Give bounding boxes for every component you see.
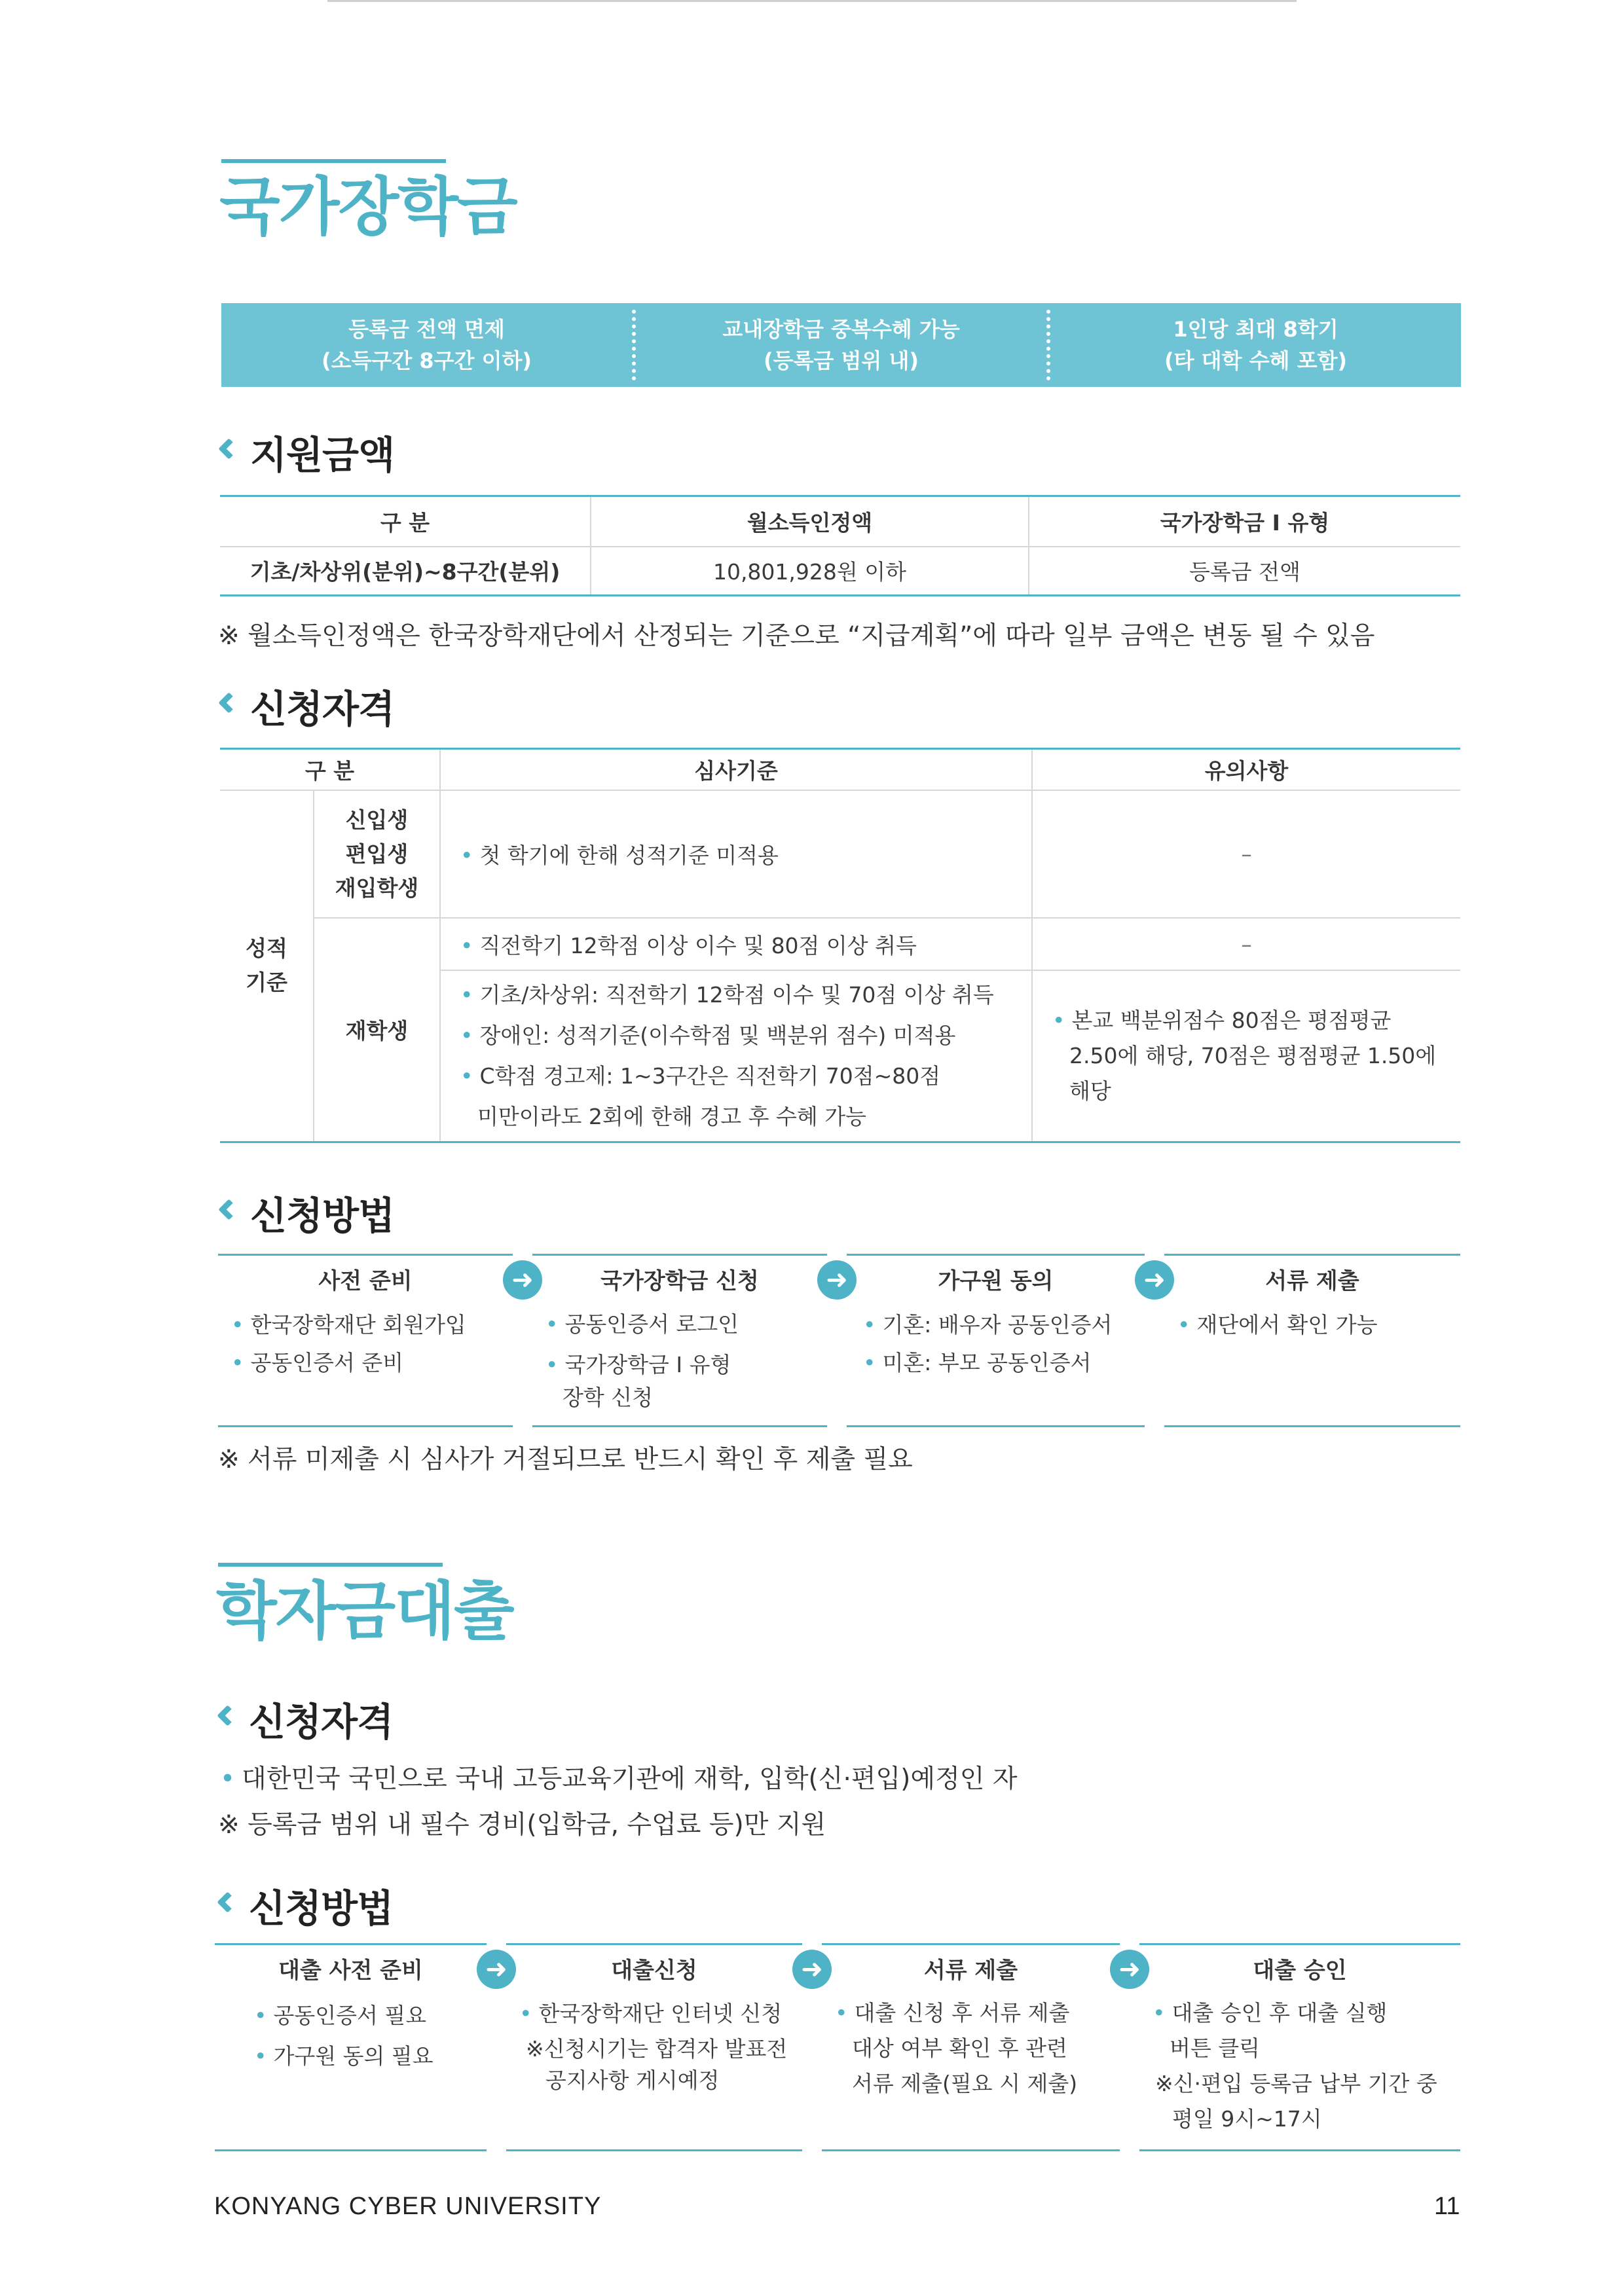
table-cell: 기초/차상위(분위)~8구간(분위)	[220, 547, 591, 595]
sub-group-cell: 재학생	[314, 918, 440, 1142]
support-note: ※ 월소득인정액은 한국장학재단에서 산정되는 기준으로 “지급계획”에 따라 일부 금액은 변동 될 수 있음	[218, 621, 1375, 651]
loan-eligibility-text: 대한민국 국민으로 국내 고등교육기관에 재학, 입학(신·편입)예정인 자	[242, 1764, 1018, 1794]
eligibility-table	[220, 750, 1460, 1143]
arrow-right-icon: ➜	[817, 1260, 857, 1300]
step-item: 재단에서 확인 가능	[1196, 1312, 1378, 1338]
step-items	[254, 1995, 434, 2077]
bullet-icon: •	[1153, 2000, 1166, 2026]
step-top-rule	[822, 1943, 1120, 1945]
step-item: 서류 제출(필요 시 제출)	[852, 2071, 1078, 2096]
step-item: 기혼: 배우자 공동인증서	[882, 1312, 1113, 1338]
note-cell: –	[1032, 790, 1460, 918]
bullet-icon: •	[1052, 1007, 1065, 1033]
criteria-text: 직전학기 12학점 이상 이수 및 80점 이상 취득	[479, 932, 917, 958]
criteria-text: 미만이라도 2회에 한해 경고 후 수혜 가능	[477, 1103, 866, 1129]
loan-process-step	[822, 1943, 1120, 2151]
criteria-text: 첫 학기에 한해 성적기준 미적용	[479, 843, 779, 868]
table-cell: 등록금 전액	[1029, 547, 1460, 595]
step-item: 국가장학금 I 유형	[564, 1352, 731, 1377]
step-title: 서류 제출	[1265, 1268, 1359, 1294]
step-bottom-rule	[1164, 1425, 1460, 1427]
step-bottom-rule	[532, 1425, 827, 1427]
loan-process-step	[215, 1943, 487, 2151]
bullet-icon: •	[254, 2043, 267, 2069]
step-item: 미혼: 부모 공동인증서	[882, 1350, 1092, 1376]
bullet-icon: •	[519, 2001, 532, 2026]
step-bottom-rule	[847, 1425, 1145, 1427]
sub-group-label: 신입생	[345, 807, 409, 833]
subheading-support	[217, 424, 394, 479]
step-items	[835, 1995, 1077, 2102]
criteria-text: C학점 경고제: 1~3구간은 직전학기 70점~80점	[479, 1063, 941, 1089]
table-header: 월소득인정액	[591, 497, 1029, 547]
subheading-text: 신청자격	[250, 687, 395, 731]
table-header: 구 분	[220, 497, 591, 547]
process-step	[1164, 1254, 1460, 1427]
sub-group-cell	[314, 790, 440, 918]
method-note: ※ 서류 미제출 시 심사가 거절되므로 반드시 확인 후 제출 필요	[218, 1445, 913, 1474]
step-title: 대출신청	[611, 1958, 697, 1984]
arrow-right-icon: ➜	[1110, 1950, 1149, 1989]
banner-text: (소득구간 8구간 이하)	[321, 348, 532, 373]
banner-text: (등록금 범위 내)	[763, 348, 919, 373]
banner-text: 교내장학금 중복수혜 가능	[722, 317, 960, 342]
note-text: 2.50에 해당, 70점은 평점평균 1.50에	[1069, 1042, 1437, 1068]
loan-process-step	[506, 1943, 802, 2151]
step-top-rule	[506, 1943, 802, 1945]
criteria-text: 기초/차상위: 직전학기 12학점 이수 및 70점 이상 취득	[479, 981, 994, 1008]
loan-eligibility-note: ※ 등록금 범위 내 필수 경비(입학금, 수업료 등)만 지원	[218, 1810, 826, 1840]
bullet-icon: •	[545, 1311, 559, 1337]
subheading-loan-method	[216, 1878, 393, 1933]
note-cell: –	[1032, 918, 1460, 970]
step-item: 평일 9시~17시	[1172, 2106, 1322, 2132]
step-item: 공동인증서 로그인	[564, 1311, 739, 1337]
step-bottom-rule	[506, 2149, 802, 2151]
banner-text: 1인당 최대 8학기	[1173, 317, 1338, 342]
subheading-text: 신청자격	[249, 1700, 394, 1744]
bullet-icon: •	[460, 843, 473, 868]
section-title: 국가장학금	[219, 170, 517, 244]
section-rule	[218, 1563, 443, 1567]
page-top-edge	[327, 0, 1297, 2]
chevron-mark-icon	[216, 1703, 236, 1734]
group-label: 기준	[246, 970, 287, 996]
step-items	[519, 1995, 787, 2095]
step-items	[1153, 1995, 1437, 2137]
table-header: 유의사항	[1032, 750, 1460, 790]
step-item: ※신청시기는 합격자 발표전	[526, 2036, 788, 2062]
bullet-icon: •	[863, 1350, 876, 1376]
arrow-right-icon: ➜	[1135, 1260, 1174, 1300]
step-top-rule	[847, 1254, 1145, 1256]
table-cell: 10,801,928원 이하	[591, 547, 1029, 595]
step-items	[231, 1306, 466, 1382]
banner-cell	[221, 303, 632, 387]
step-title: 대출 승인	[1253, 1958, 1347, 1984]
subheading-eligibility	[217, 678, 394, 733]
step-title: 서류 제출	[923, 1958, 1018, 1984]
step-bottom-rule	[215, 2149, 487, 2151]
step-item: 대출 신청 후 서류 제출	[854, 2000, 1070, 2026]
chevron-mark-icon	[217, 1197, 237, 1228]
banner-cell	[1050, 303, 1461, 387]
section-rule	[221, 159, 446, 163]
step-item: 대상 여부 확인 후 관련	[852, 2035, 1067, 2061]
bullet-icon: •	[863, 1312, 876, 1338]
chevron-mark-icon	[217, 690, 237, 721]
support-table	[220, 497, 1460, 596]
criteria-cell	[440, 970, 1032, 1142]
banner-text: (타 대학 수혜 포함)	[1164, 348, 1348, 373]
step-items	[1177, 1306, 1377, 1344]
bullet-icon: •	[835, 2000, 848, 2026]
banner-cell	[636, 303, 1046, 387]
bullet-icon: •	[254, 2003, 267, 2028]
step-top-rule	[1139, 1943, 1460, 1945]
step-item: 한국장학재단 회원가입	[250, 1312, 466, 1338]
step-item: 가구원 동의 필요	[273, 2043, 434, 2069]
step-item: 대출 승인 후 대출 실행	[1172, 2000, 1388, 2026]
sub-group-label: 편입생	[345, 841, 409, 867]
step-item: 한국장학재단 인터넷 신청	[538, 2001, 783, 2026]
process-step	[218, 1254, 513, 1427]
group-cell	[220, 790, 314, 1142]
step-item: 공동인증서 필요	[273, 2003, 427, 2028]
bullet-icon: •	[460, 1063, 473, 1089]
bullet-icon: •	[220, 1764, 236, 1794]
bullet-icon: •	[460, 932, 473, 958]
step-item: 공지사항 게시예정	[545, 2068, 720, 2093]
loan-process-step	[1139, 1943, 1460, 2151]
arrow-right-icon: ➜	[503, 1260, 542, 1300]
step-title: 국가장학금 신청	[600, 1268, 759, 1294]
bullet-icon: •	[460, 1022, 473, 1048]
sub-group-label: 재입학생	[335, 875, 419, 901]
criteria-cell	[440, 790, 1032, 918]
criteria-cell	[440, 918, 1032, 970]
benefit-banner	[221, 303, 1461, 387]
table-header: 국가장학금 I 유형	[1029, 497, 1460, 547]
step-bottom-rule	[218, 1425, 513, 1427]
bullet-icon: •	[1177, 1312, 1190, 1338]
footer-university: KONYANG CYBER UNIVERSITY	[214, 2193, 602, 2220]
chevron-mark-icon	[216, 1889, 236, 1921]
section-title: 학자금대출	[216, 1575, 513, 1648]
step-bottom-rule	[822, 2149, 1120, 2151]
step-item: ※신·편입 등록금 납부 기간 중	[1155, 2071, 1437, 2096]
page-number: 11	[1434, 2193, 1460, 2220]
note-text: 본교 백분위점수 80점은 평점평균	[1071, 1007, 1392, 1033]
subheading-text: 신청방법	[249, 1886, 394, 1931]
note-cell	[1032, 970, 1460, 1142]
table-header: 구 분	[220, 750, 440, 790]
step-title: 가구원 동의	[938, 1268, 1054, 1294]
subheading-method	[217, 1185, 394, 1240]
note-text: 해당	[1069, 1078, 1111, 1104]
step-item: 공동인증서 준비	[250, 1350, 404, 1376]
criteria-text: 장애인: 성적기준(이수학점 및 백분위 점수) 미적용	[479, 1022, 956, 1048]
step-items	[545, 1306, 739, 1412]
step-top-rule	[215, 1943, 487, 1945]
arrow-right-icon: ➜	[477, 1950, 516, 1989]
subheading-loan-eligibility	[216, 1691, 393, 1746]
step-bottom-rule	[1139, 2149, 1460, 2151]
subheading-text: 신청방법	[250, 1194, 395, 1238]
step-item: 버튼 클릭	[1170, 2035, 1261, 2061]
bullet-icon: •	[231, 1312, 244, 1338]
process-step	[847, 1254, 1145, 1427]
bullet-icon: •	[460, 981, 473, 1008]
subheading-text: 지원금액	[250, 433, 395, 477]
step-items	[863, 1306, 1112, 1382]
step-title: 사전 준비	[318, 1268, 413, 1294]
step-top-rule	[218, 1254, 513, 1256]
bullet-icon: •	[545, 1352, 559, 1377]
group-label: 성적	[246, 936, 287, 962]
bullet-icon: •	[231, 1350, 244, 1376]
step-item: 장학 신청	[563, 1385, 654, 1410]
process-step	[532, 1254, 827, 1427]
banner-text: 등록금 전액 면제	[348, 317, 505, 342]
loan-eligibility-line	[220, 1758, 1018, 1795]
table-header: 심사기준	[440, 750, 1032, 790]
step-title: 대출 사전 준비	[278, 1958, 423, 1984]
step-top-rule	[1164, 1254, 1460, 1256]
step-top-rule	[532, 1254, 827, 1256]
arrow-right-icon: ➜	[792, 1950, 832, 1989]
chevron-mark-icon	[217, 436, 237, 467]
